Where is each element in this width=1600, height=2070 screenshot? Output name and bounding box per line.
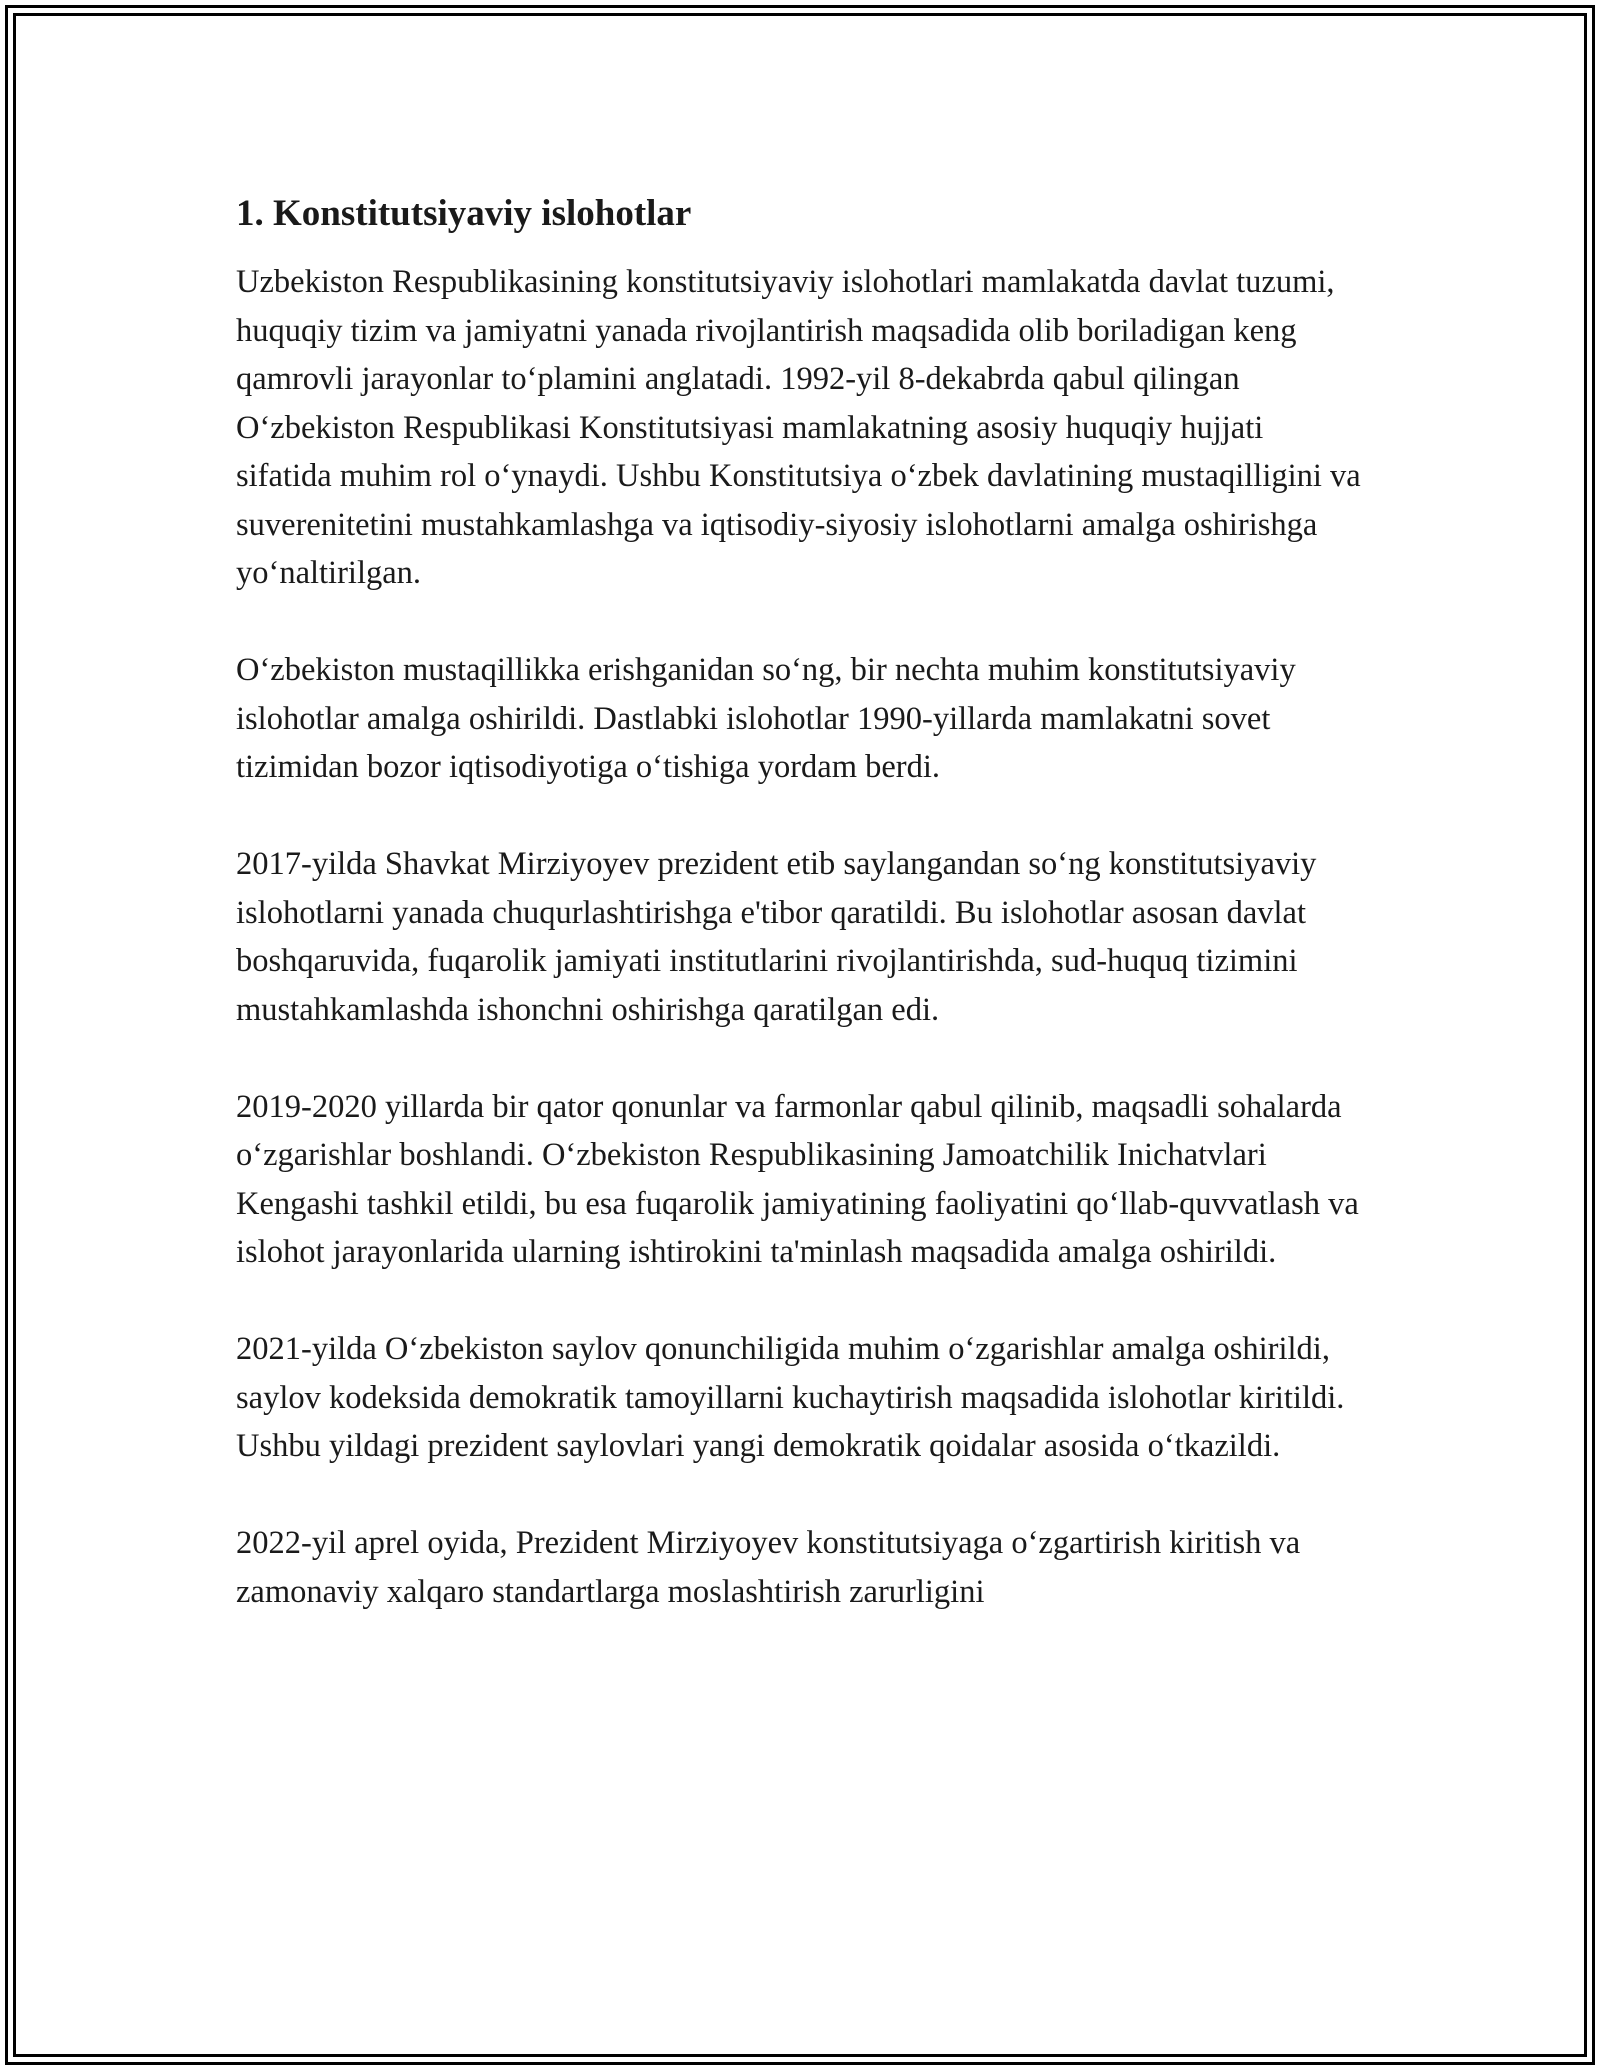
document-body	[236, 188, 1366, 1616]
paragraph-4: 2019-2020 yillarda bir qator qonunlar va farmonlar qabul qilinib, maqsadli sohalarda o‘zgarishlar boshlandi. O‘zbekiston Respublikasining Jamoatchilik Inichatvlari Kengashi tashkil etildi, bu esa fuqarolik jamiyatining faoliyatini qo‘llab-quvvatlash va islohot jarayonlarida ularning ishtirokini ta'minlash maqsadida amalga oshirildi.	[236, 1088, 1359, 1270]
section-heading: 1. Konstitutsiyaviy islohotlar	[236, 193, 692, 234]
paragraph-1: Uzbekiston Respublikasining konstitutsiyaviy islohotlari mamlakatda davlat tuzumi, huquqiy tizim va jamiyatni yanada rivojlantirish maqsadida olib boriladigan keng qamrovli jarayonlar to‘plamini anglatadi. 1992-yil 8-dekabrda qabul qilingan O‘zbekiston Respublikasi Konstitutsiyasi mamlakatning asosiy huquqiy hujjati sifatida muhim rol o‘ynaydi. Ushbu Konstitutsiya o‘zbek davlatining mustaqilligini va suverenitetini mustahkamlashga va iqtisodiy-siyosiy islohotlarni amalga oshirishga yo‘naltirilgan.	[236, 264, 1361, 591]
paragraph-2: O‘zbekiston mustaqillikka erishganidan so‘ng, bir nechta muhim konstitutsiyaviy islohotlar amalga oshirildi. Dastlabki islohotlar 1990-yillarda mamlakatni sovet tizimidan bozor iqtisodiyotiga o‘tishiga yordam berdi.	[236, 652, 1296, 785]
paragraph-3: 2017-yilda Shavkat Mirziyoyev prezident etib saylangandan so‘ng konstitutsiyaviy islohotlarni yanada chuqurlashtirishga e'tibor qaratildi. Bu islohotlar asosan davlat boshqaruvida, fuqarolik jamiyati institutlarini rivojlantirishda, sud-huquq tizimini mustahkamlashda ishonchni oshirishga qaratilgan edi.	[236, 846, 1317, 1028]
paragraph-6: 2022-yil aprel oyida, Prezident Mirziyoyev konstitutsiyaga o‘zgartirish kiritish va zamonaviy xalqaro standartlarga moslashtirish zarurligini	[236, 1525, 1301, 1610]
paragraph-5: 2021-yilda O‘zbekiston saylov qonunchiligida muhim o‘zgarishlar amalga oshirildi, saylov kodeksida demokratik tamoyillarni kuchaytirish maqsadida islohotlar kiritildi. Ushbu yildagi prezident saylovlari yangi demokratik qoidalar asosida o‘tkazildi.	[236, 1331, 1345, 1464]
